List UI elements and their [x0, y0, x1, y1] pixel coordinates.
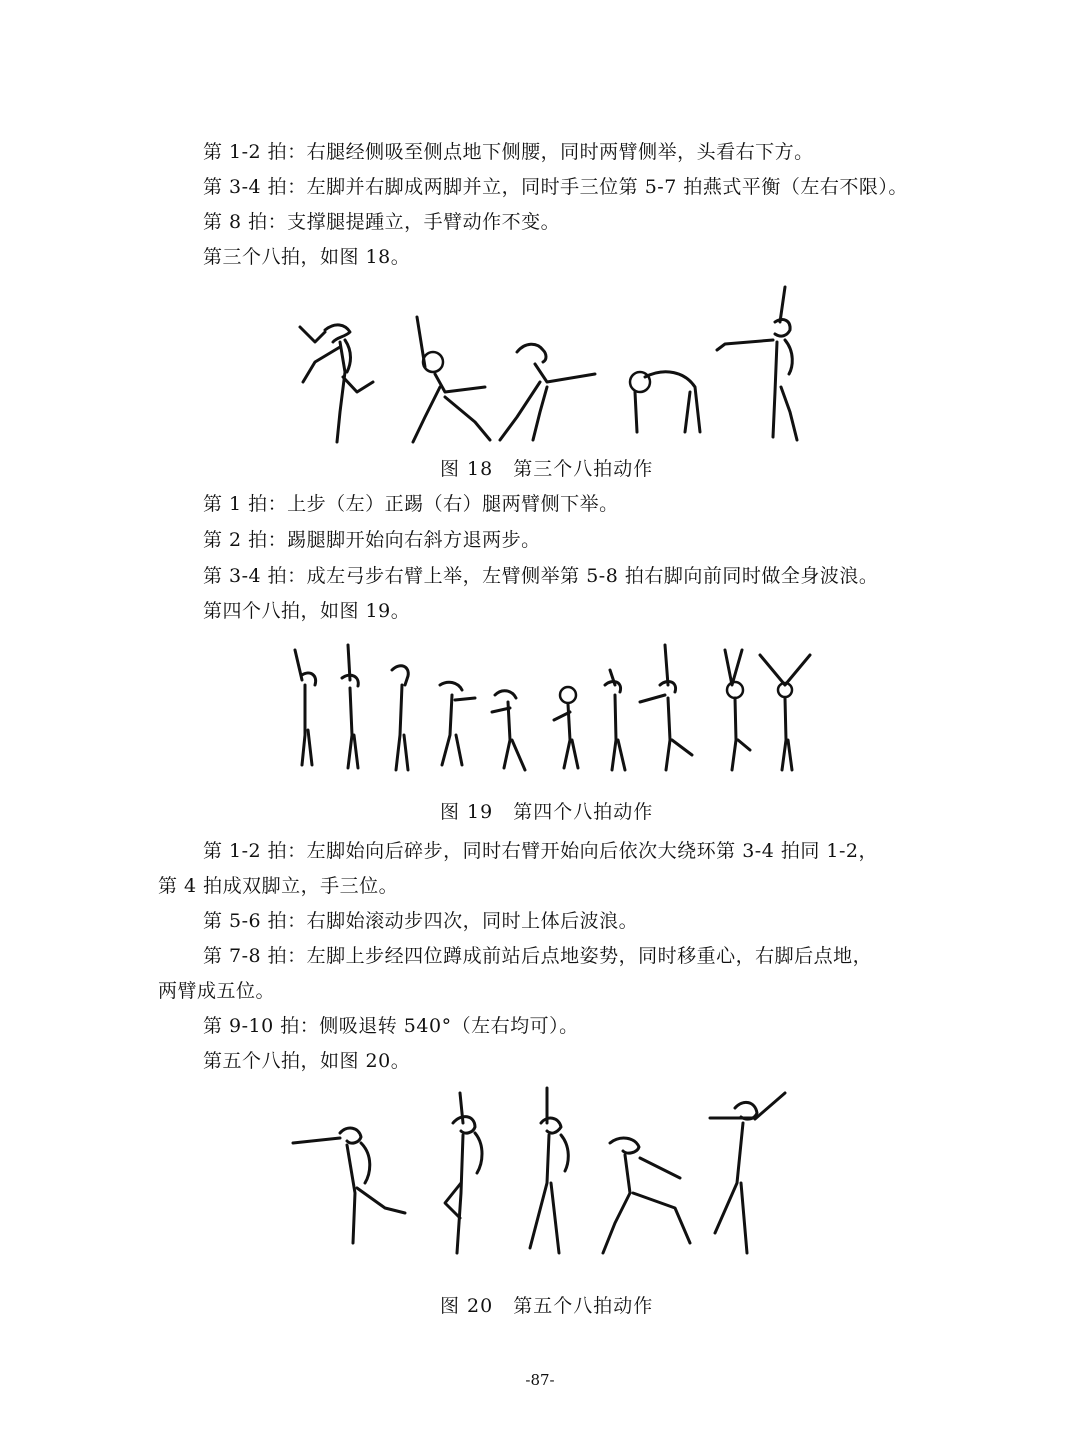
dancer-figure [554, 687, 578, 768]
paragraph-line: 第三个八拍，如图 18。 [203, 246, 411, 268]
dancer-figure [530, 1088, 568, 1253]
paragraph-line: 第 3-4 拍：成左弓步右臂上举，左臂侧举第 5-8 拍右脚向前同时做全身波浪。 [203, 565, 879, 587]
figure-caption: 图 19 第四个八拍动作 [440, 801, 654, 823]
paragraph-line: 第 3-4 拍：左脚并右脚成两脚并立，同时手三位第 5-7 拍燕式平衡（左右不限）。 [203, 176, 908, 198]
dancer-figure [640, 645, 692, 770]
dancer-figure [295, 650, 316, 765]
figure-20-illustration [285, 1083, 805, 1273]
paragraph-line: 第 1-2 拍：左脚始向后碎步，同时右臂开始向后依次大绕环第 3-4 拍同 1-2， [203, 840, 878, 862]
paragraph-line: 第 8 拍：支撑腿提踵立，手臂动作不变。 [203, 211, 561, 233]
dancer-figure [300, 325, 373, 442]
dancer-figure [760, 655, 810, 770]
dancer-figure [725, 650, 750, 770]
paragraph-line: 第 5-6 拍：右脚始滚动步四次，同时上体后波浪。 [203, 910, 639, 932]
paragraph-line: 第 1 拍：上步（左）正踢（右）腿两臂侧下举。 [203, 493, 619, 515]
dancer-figure [710, 1093, 785, 1253]
dancer-figure [500, 344, 595, 440]
paragraph-line: 第 4 拍成双脚立，手三位。 [158, 875, 399, 897]
figure-caption: 图 20 第五个八拍动作 [440, 1295, 654, 1317]
dancer-figure [445, 1093, 482, 1253]
page-number: -87- [525, 1371, 555, 1389]
figure-19-illustration [280, 640, 820, 780]
paragraph-line: 第 7-8 拍：左脚上步经四位蹲成前站后点地姿势，同时移重心，右脚后点地， [203, 945, 873, 967]
dancer-figure [605, 670, 625, 770]
paragraph-line: 第四个八拍，如图 19。 [203, 600, 411, 622]
dancer-figure [413, 317, 490, 442]
dancer-figure [293, 1128, 405, 1243]
paragraph-line: 第 1-2 拍：右腿经侧吸至侧点地下侧腰，同时两臂侧举，头看右下方。 [203, 141, 814, 163]
figure-caption: 图 18 第三个八拍动作 [440, 458, 654, 480]
paragraph-line: 两臂成五位。 [158, 980, 276, 1002]
figure-18-illustration [285, 282, 815, 452]
dancer-figure [630, 372, 700, 432]
paragraph-line: 第五个八拍，如图 20。 [203, 1050, 411, 1072]
dancer-figure [392, 666, 408, 770]
dancer-figure [440, 682, 475, 765]
paragraph-line: 第 9-10 拍：侧吸退转 540°（左右均可）。 [203, 1015, 579, 1037]
dancer-figure [717, 287, 797, 440]
paragraph-line: 第 2 拍：踢腿脚开始向右斜方退两步。 [203, 529, 541, 551]
dancer-figure [342, 645, 358, 768]
dancer-figure [603, 1138, 690, 1253]
dancer-figure [492, 691, 525, 770]
